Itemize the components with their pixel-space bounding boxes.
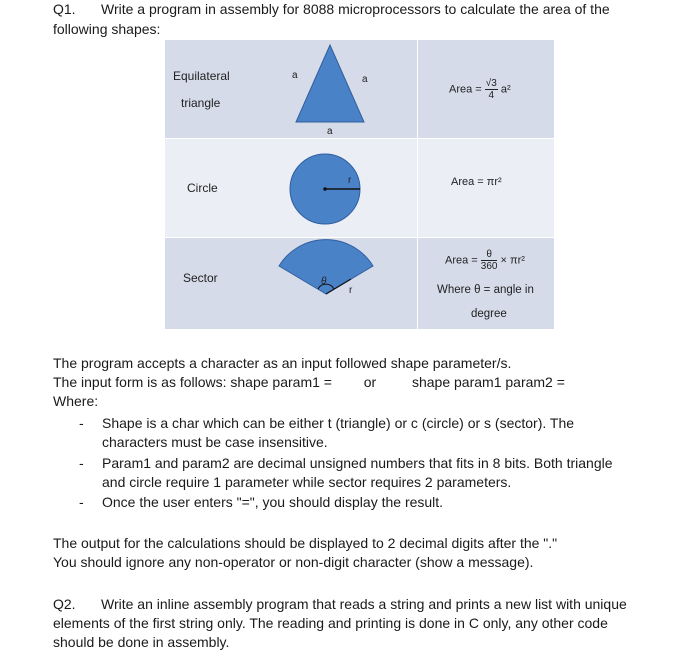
triangle-fraction xyxy=(485,78,498,101)
output-requirement: The output for the calculations should be displayed to 2 decimal digits after the "." xyxy=(53,535,558,551)
sector-formula-suffix: × πr² xyxy=(500,254,525,267)
triangle-formula-suffix: a² xyxy=(500,83,511,96)
triangle-label-left: a xyxy=(292,70,298,81)
q2-line2: elements of the first string only. The reading and printing is done in C only, any other code xyxy=(53,615,608,631)
circle-center-dot xyxy=(323,187,327,191)
sector-where-line1: Where θ = angle in xyxy=(437,284,534,296)
q2-line1 xyxy=(53,595,627,614)
ignore-requirement: You should ignore any non-operator or non-digit character (show a message). xyxy=(53,554,534,570)
triangle-shape xyxy=(296,45,364,122)
bullet-1-line1: Shape is a char which can be either t (triangle) or c (circle) or s (sector). The xyxy=(102,415,575,431)
bullet-1-line2: characters must be case insensitive. xyxy=(102,434,328,450)
bullet-dash: - xyxy=(79,455,84,471)
triangle-formula xyxy=(449,78,511,101)
bullet-2-line2: and circle require 1 parameter while sector requires 2 parameters. xyxy=(102,474,512,490)
q1-title-continued: following shapes: xyxy=(53,21,161,37)
sector-where-line2: degree xyxy=(471,308,507,320)
circle-formula: Area = πr² xyxy=(451,176,502,188)
triangle-name-line2: triangle xyxy=(181,96,221,110)
triangle-row xyxy=(165,40,554,138)
where-label: Where: xyxy=(53,393,99,409)
sector-row xyxy=(165,238,554,329)
triangle-formula-prefix: Area = xyxy=(449,83,482,96)
program-description: The program accepts a character as an input followed shape parameter/s. xyxy=(53,355,512,371)
sector-name: Sector xyxy=(183,271,218,285)
circle-diagram xyxy=(165,139,554,237)
circle-name: Circle xyxy=(187,181,218,195)
triangle-label-right: a xyxy=(362,74,368,85)
sector-formula-prefix: Area = xyxy=(445,254,478,267)
fraction-denominator: 4 xyxy=(488,90,495,101)
fraction-denominator: 360 xyxy=(480,261,498,272)
sector-fraction xyxy=(481,249,498,272)
input-form-option-2: shape param1 param2 = xyxy=(411,374,565,390)
q2-line3: should be done in assembly. xyxy=(53,634,230,650)
triangle-label-bottom: a xyxy=(327,126,333,137)
bullet-dash: - xyxy=(79,415,84,431)
bullet-3: Once the user enters "=", you should display the result. xyxy=(102,494,444,510)
triangle-name-line1: Equilateral xyxy=(173,69,230,83)
q2-text-line1: Write an inline assembly program that reads a string and prints a new list with unique xyxy=(101,596,627,612)
input-form-option-1: The input form is as follows: shape param1 = xyxy=(53,374,332,390)
circle-row xyxy=(165,138,554,238)
bullet-dash: - xyxy=(79,494,84,510)
fraction-numerator: θ xyxy=(481,249,498,261)
sector-formula xyxy=(445,249,525,272)
fraction-numerator: √3 xyxy=(485,78,497,89)
q2-number: Q2. xyxy=(53,596,76,612)
q1-title: Write a program in assembly for 8088 microprocessors to calculate the area of the xyxy=(101,1,610,17)
circle-label-radius: r xyxy=(348,175,352,186)
bullet-2-line1: Param1 and param2 are decimal unsigned numbers that fits in 8 bits. Both triangle xyxy=(102,455,613,471)
sector-label-radius: r xyxy=(349,285,353,296)
input-form-or: or xyxy=(363,374,377,390)
q1-heading xyxy=(53,0,610,19)
sector-label-theta: θ xyxy=(321,276,327,287)
q1-number: Q1. xyxy=(53,1,76,17)
input-form-line xyxy=(53,373,565,392)
shapes-table xyxy=(165,40,554,329)
